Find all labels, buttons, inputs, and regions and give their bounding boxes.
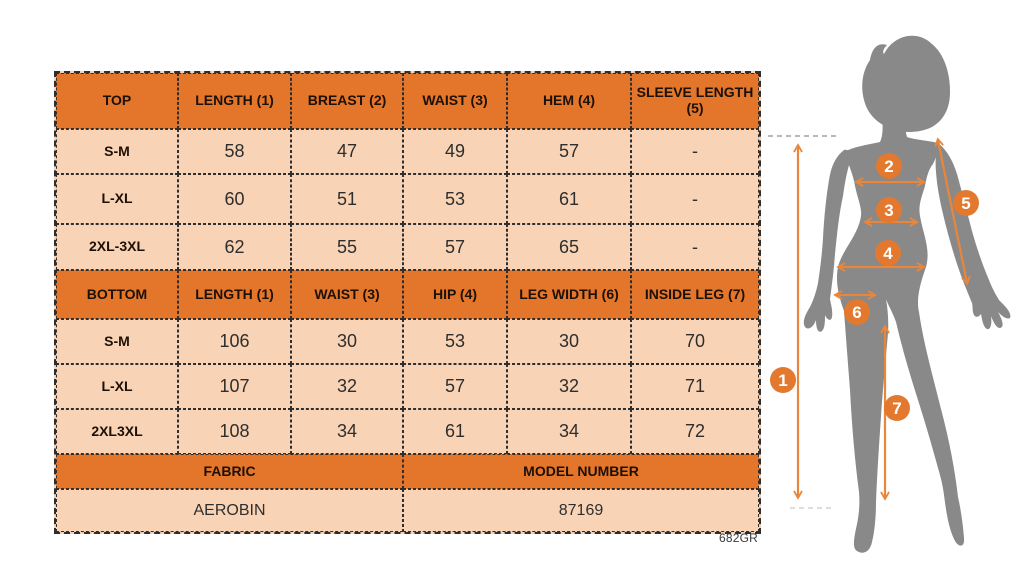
value-cell: 51	[291, 174, 403, 224]
svg-text:1: 1	[778, 371, 788, 390]
value-cell: -	[631, 174, 759, 224]
product-code: 682GR	[718, 531, 758, 545]
svg-text:6: 6	[852, 303, 862, 322]
value-cell: 53	[403, 319, 507, 364]
column-header-hip: HIP (4)	[403, 270, 507, 319]
column-header-sleeve-length: SLEEVE LENGTH (5)	[631, 73, 759, 129]
value-cell: 61	[403, 409, 507, 454]
value-cell: -	[631, 129, 759, 174]
fabric-value: AEROBIN	[56, 489, 403, 532]
value-cell: 108	[178, 409, 291, 454]
size-label: 2XL3XL	[56, 409, 178, 454]
svg-text:7: 7	[892, 399, 902, 418]
value-cell: 32	[291, 364, 403, 409]
svg-text:4: 4	[883, 244, 893, 263]
size-label: L-XL	[56, 364, 178, 409]
body-silhouette	[804, 36, 1011, 553]
value-cell: 65	[507, 224, 631, 270]
value-cell: -	[631, 224, 759, 270]
column-header-length: LENGTH (1)	[178, 270, 291, 319]
size-label: S-M	[56, 319, 178, 364]
value-cell: 30	[291, 319, 403, 364]
value-cell: 53	[403, 174, 507, 224]
column-header-breast: BREAST (2)	[291, 73, 403, 129]
value-cell: 47	[291, 129, 403, 174]
value-cell: 57	[507, 129, 631, 174]
value-cell: 61	[507, 174, 631, 224]
column-header-waist: WAIST (3)	[403, 73, 507, 129]
top-section-header: TOP	[56, 73, 178, 129]
value-cell: 62	[178, 224, 291, 270]
measure-marker-7	[884, 395, 910, 421]
bottom-section-header: BOTTOM	[56, 270, 178, 319]
size-label: S-M	[56, 129, 178, 174]
size-label: L-XL	[56, 174, 178, 224]
measure-marker-5	[953, 190, 979, 216]
column-header-hem: HEM (4)	[507, 73, 631, 129]
value-cell: 49	[403, 129, 507, 174]
value-cell: 57	[403, 364, 507, 409]
size-label: 2XL-3XL	[56, 224, 178, 270]
measure-marker-1	[770, 367, 796, 393]
measure-marker-3	[876, 197, 902, 223]
value-cell: 72	[631, 409, 759, 454]
value-cell: 55	[291, 224, 403, 270]
svg-text:3: 3	[884, 201, 894, 220]
measure-marker-4	[875, 240, 901, 266]
column-header-waist: WAIST (3)	[291, 270, 403, 319]
svg-text:2: 2	[884, 157, 894, 176]
value-cell: 32	[507, 364, 631, 409]
value-cell: 30	[507, 319, 631, 364]
value-cell: 107	[178, 364, 291, 409]
measure-marker-2	[876, 153, 902, 179]
value-cell: 34	[507, 409, 631, 454]
value-cell: 70	[631, 319, 759, 364]
column-header-length: LENGTH (1)	[178, 73, 291, 129]
measure-marker-6	[844, 299, 870, 325]
model-number-header: MODEL NUMBER	[403, 454, 759, 489]
value-cell: 34	[291, 409, 403, 454]
column-header-inside-leg: INSIDE LEG (7)	[631, 270, 759, 319]
value-cell: 106	[178, 319, 291, 364]
value-cell: 71	[631, 364, 759, 409]
model-number-value: 87169	[403, 489, 759, 532]
value-cell: 60	[178, 174, 291, 224]
value-cell: 58	[178, 129, 291, 174]
size-table	[54, 71, 761, 534]
size-guide-figure	[760, 0, 1024, 573]
svg-text:5: 5	[961, 194, 971, 213]
fabric-header: FABRIC	[56, 454, 403, 489]
column-header-leg-width: LEG WIDTH (6)	[507, 270, 631, 319]
value-cell: 57	[403, 224, 507, 270]
